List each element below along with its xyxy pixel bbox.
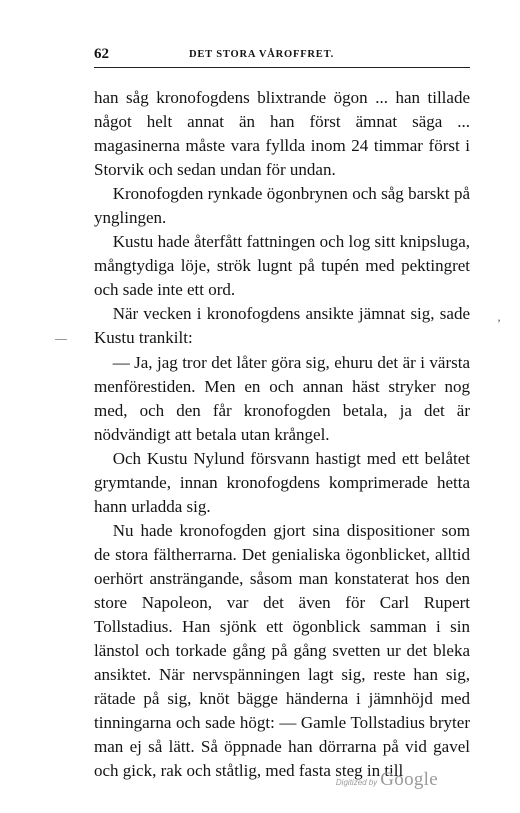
paragraph: Kustu hade återfått fattningen och log sitt knipsluga, mångtydiga löje, strök lugnt på tupén med pektingret och sade inte ett ord.	[94, 232, 470, 300]
google-watermark	[336, 769, 438, 791]
paragraph: Kronofogden rynkade ögonbrynen och såg barskt på ynglingen.	[94, 184, 470, 228]
paragraph: — Ja, jag tror det låter göra sig, ehuru det är i värsta menförestiden. Men en och annan häst stryker nog med, och den får kronofogden betala, ja det är nödvändigt att betala utan krångel.	[94, 352, 470, 444]
paragraph: Nu hade kronofogden gjort sina dispositioner som de stora fältherrarna. Det genialiska ögonblicket, alltid oerhört ansträngande, såsom man konstaterat hos den store Napoleon, var det även för Carl Rupert Tollstadius. Han sjönk ett ögonblick samman i sin länstol och torkade gång på gång svetten ur det bleka ansiktet. När nervspänningen lagt sig, reste han sig, rätade på sig, knöt bägge händerna i jämnhöjd med tinningarna och sade högt: — Gamle Tollstadius bryter man ej så lätt. Så öppnade han dörrarna på vid gavel och gick, rak och ståtlig, med fasta steg in till	[94, 520, 470, 781]
header-rule	[94, 67, 470, 68]
paragraph: Och Kustu Nylund försvann hastigt med ett belåtet grymtande, innan kronofogdens komprimerade hetta hann urladda sig.	[94, 448, 470, 516]
google-logo: Google	[380, 769, 438, 790]
page-number: 62	[94, 46, 109, 62]
digitized-by-label: Digitized by	[335, 778, 378, 787]
running-head: DET STORA VÅROFFRET.	[189, 49, 335, 60]
margin-mark: ’	[497, 316, 501, 330]
margin-mark: —	[55, 331, 67, 345]
body-text	[94, 86, 470, 783]
page-header	[94, 44, 470, 64]
paragraph: När vecken i kronofogdens ansikte jämnat sig, sade Kustu trankilt:	[94, 304, 470, 348]
paragraph: han såg kronofogdens blixtrande ögon ... han tillade något helt annat än han först ämnat säga ... magasinerna måste vara fyllda inom 24 timmar först i Storvik och sedan undan för undan.	[94, 88, 470, 180]
